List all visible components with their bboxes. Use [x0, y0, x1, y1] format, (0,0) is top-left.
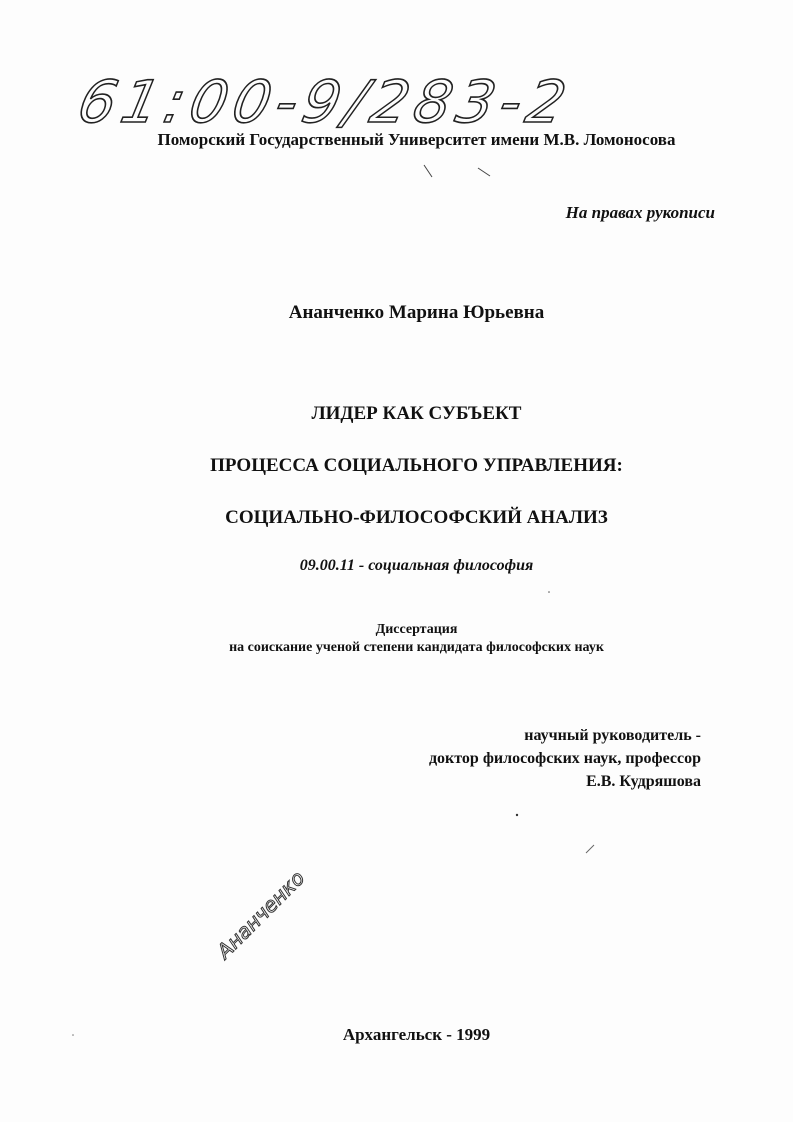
signature-text: Ананченко: [211, 865, 310, 964]
title-line-2: ПРОЦЕССА СОЦИАЛЬНОГО УПРАВЛЕНИЯ:: [210, 455, 623, 476]
handwritten-signature: [176, 836, 310, 964]
title-line-3: СОЦИАЛЬНО-ФИЛОСОФСКИЙ АНАЛИЗ: [225, 507, 608, 528]
title-line-1: ЛИДЕР КАК СУБЪЕКТ: [311, 403, 522, 424]
author-name: Ананченко Марина Юрьевна: [288, 302, 545, 323]
rights-note: На правах рукописи: [565, 203, 715, 222]
supervisor-degree: доктор философских наук, профессор: [428, 750, 701, 767]
supervisor-name: Е.В. Кудряшова: [586, 773, 701, 790]
city-year: Архангельск - 1999: [342, 1025, 491, 1044]
specialty-code: 09.00.11 - социальная философия: [299, 557, 534, 574]
supervisor-role: научный руководитель -: [524, 727, 701, 744]
archive-code-text: 61:00-9/283-2: [72, 68, 578, 136]
university-name: Поморский Государственный Университет имени М.В. Ломоносова: [157, 130, 676, 149]
degree-description: на соискание ученой степени кандидата философских наук: [229, 640, 604, 655]
dissertation-label: Диссертация: [375, 622, 458, 637]
